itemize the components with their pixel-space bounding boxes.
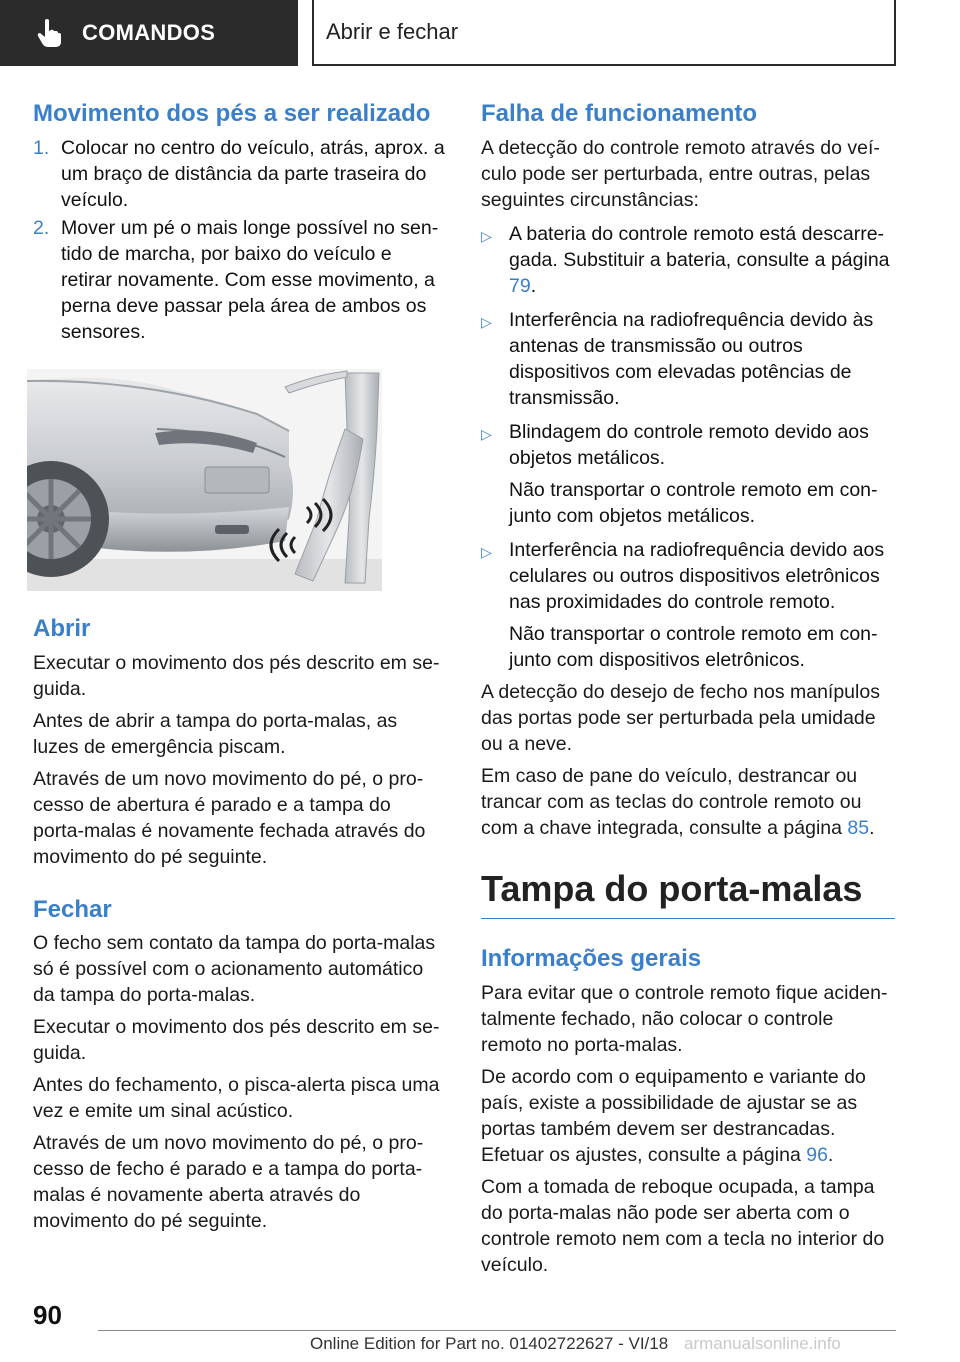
hand-pointer-icon: [36, 18, 62, 48]
triangle-right-icon: ▷: [481, 313, 492, 330]
trunk-title: Tampa do porta-malas: [481, 867, 895, 919]
fault-heading: Falha de funcionamento: [481, 100, 758, 127]
general-paragraph: [481, 1064, 895, 1168]
open-paragraph: Através de um novo movimento do pé, o processo de abertura é parado e a tampa do porta-malas é novamente fechada através do movimento do pé seguinte.: [33, 767, 426, 868]
bullet-note: Não transportar o controle remoto em conjunto com dispositivos eletrônicos.: [509, 622, 878, 671]
fault-intro: A detecção do controle remoto através do veículo pode ser perturbada, entre outras, pelas seguintes circunstâncias:: [481, 136, 880, 211]
open-paragraph: Executar o movimento dos pés descrito em seguida.: [33, 651, 440, 700]
list-item: [481, 221, 895, 299]
page-header: [0, 0, 960, 66]
page-link-85[interactable]: 85: [847, 816, 870, 839]
step-text: Mover um pé o mais longe possível no sentido de marcha, por baixo do veículo e retirar novamente. Com esse movimento, a perna deve passar pela área de ambos os sensores.: [61, 216, 439, 343]
bullet-note: Não transportar o controle remoto em conjunto com objetos metálicos.: [509, 478, 878, 527]
close-paragraph: O fecho sem contato da tampa do porta-malas só é possível com o acionamento automático da tampa do porta-malas.: [33, 932, 436, 1007]
foot-movement-heading: Movimento dos pés a ser realizado: [33, 100, 431, 127]
open-heading: Abrir: [33, 614, 91, 642]
list-item: [481, 307, 895, 411]
triangle-right-icon: ▷: [481, 425, 492, 442]
close-paragraph: Executar o movimento dos pés descrito em seguida.: [33, 1016, 440, 1065]
step-text: Colocar no centro do veículo, atrás, aprox. a um braço de distância da parte traseira do veículo.: [61, 136, 445, 211]
general-text: De acordo com o equipamento e variante do país, existe a possibilidade de ajustar se as portas também devem ser destrancadas. Efetuar os ajustes, consulte a página: [481, 1065, 866, 1166]
breakdown-paragraph: [481, 763, 895, 841]
triangle-right-icon: ▷: [481, 543, 492, 560]
bullet-text: Interferência na radiofrequência devido às antenas de transmissão ou outros dispositivos com elevadas potências de transmissão.: [509, 308, 874, 409]
breakdown-text: Em caso de pane do veículo, destrancar ou trancar com as teclas do controle remoto ou com a chave integrada, consulte a página: [481, 764, 862, 839]
list-item: [481, 419, 895, 471]
page-link-96[interactable]: 96: [806, 1143, 828, 1166]
bullet-text: A bateria do controle remoto está descarregada. Substituir a bateria, consulte a página: [509, 222, 890, 271]
list-item: [481, 537, 895, 615]
page-number: 90: [33, 1300, 62, 1330]
general-paragraph: Para evitar que o controle remoto fique acidentalmente fechado, não colocar o controle remoto no porta-malas.: [481, 981, 888, 1056]
general-paragraph: Com a tomada de reboque ocupada, a tampa do porta-malas não pode ser aberta com o controle remoto nem com a tecla no interior do veículo.: [481, 1175, 885, 1276]
step-number: 2.: [33, 216, 50, 239]
edition-text: Online Edition for Part no. 01402722627 - VI/18: [310, 1334, 669, 1353]
bullet-text: Blindagem do controle remoto devido aos objetos metálicos.: [509, 420, 869, 469]
section-tab[interactable]: [0, 0, 298, 66]
footer-divider: [98, 1330, 896, 1331]
trunk-foot-illustration: [27, 369, 382, 591]
bullet-tail: .: [530, 274, 537, 297]
section-label: COMANDOS: [82, 20, 216, 45]
triangle-right-icon: ▷: [481, 227, 492, 244]
step-item: [33, 135, 445, 213]
bullet-text: Interferência na radiofrequência devido aos celulares ou outros dispositivos eletrônicos nas proximidades do controle remoto.: [509, 538, 885, 613]
general-info-heading: Informações gerais: [481, 944, 702, 972]
step-number: 1.: [33, 136, 50, 159]
page-link-79[interactable]: 79: [509, 274, 531, 297]
chapter-tab[interactable]: [312, 0, 896, 66]
close-paragraph: Antes do fechamento, o pisca-alerta pisca uma vez e emite um sinal acústico.: [33, 1074, 440, 1123]
watermark-text: armanualsonline.info: [684, 1334, 841, 1353]
left-column: [33, 100, 445, 1240]
close-paragraph: Através de um novo movimento do pé, o processo de fecho é parado e a tampa do porta-malas é novamente aberta através do movimento do pé seguinte.: [33, 1132, 424, 1233]
right-column: [481, 100, 895, 1284]
general-tail: .: [827, 1143, 834, 1166]
open-paragraph: Antes de abrir a tampa do porta-malas, as luzes de emergência piscam.: [33, 709, 398, 758]
humidity-paragraph: A detecção do desejo de fecho nos manípulos das portas pode ser perturbada pela umidade ou a neve.: [481, 680, 880, 755]
breakdown-tail: .: [869, 816, 875, 839]
close-heading: Fechar: [33, 895, 112, 923]
chapter-label: Abrir e fechar: [326, 19, 459, 44]
step-item: [33, 215, 445, 345]
